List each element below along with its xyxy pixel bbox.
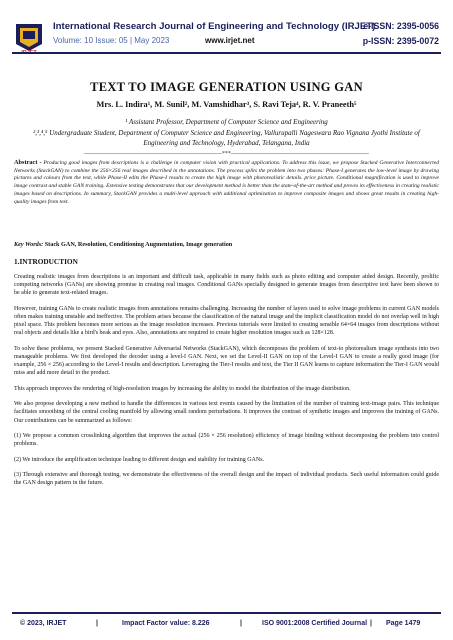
iso-certification: ISO 9001:2008 Certified Journal <box>262 620 368 627</box>
impact-factor: Impact Factor value: 8.226 <box>122 620 210 627</box>
header-rule <box>12 52 441 54</box>
journal-header <box>0 0 453 60</box>
paragraph: We also propose developing a new method to handle the differences in various text events caused by the limitation of the number of training text-image pairs. This technique facilitates smoothing of the central cooling manifold by allowing small random perturbations. It improves the contrast of synthetic images and improves the training of GANs. Our contributions can be summarized as follows: <box>14 401 439 424</box>
paper-title: TEXT TO IMAGE GENERATION USING GAN <box>90 80 363 94</box>
irjet-logo <box>12 20 46 54</box>
paragraph: (3) Through extensive and thorough testing, we demonstrate the effectiveness of the overall design and the impact of individual products. Such useful information could guide the GAN design pattern in the future. <box>14 471 439 487</box>
footer-separator: | <box>96 620 98 627</box>
copyright: © 2023, IRJET <box>20 620 67 627</box>
paragraph: (1) We propose a common crosslinking algorithm that improves the actual (256 × 256 resolution) efficiency of image binding without decomposing the problem into control problems. <box>14 432 439 448</box>
keywords <box>14 241 439 248</box>
separator: ---------------------------------------------------------------------***--------------------------------------------------------------------- <box>84 151 369 157</box>
authors: Mrs. L. Indira¹, M. Sunil², M. Vamshidhar³, S. Ravi Teja⁴, R. V. Praneeth⁵ <box>96 100 357 109</box>
pissn: p-ISSN: 2395-0072 <box>362 36 439 46</box>
section-heading: 1.INTRODUCTION <box>14 257 78 266</box>
paragraph: However, training GANs to create realistic images from annotations remains challenging. Increasing the number of layers used to solve image problems in current GAN models often makes training unstable and ineffective. The problem arises because the classification of the natural image and the implicit classification model do not overlap well in high pixel space. This problem becomes more serious as the image resolution increases. Previous tutorials were limited to creating sensible 64×64 images from descriptions without real objects and details like a bird's beak and eyes. Also, annotations are required to create higher resolution images such as 128×128. <box>14 305 439 337</box>
paragraph: To solve these problems, we present Stacked Generative Adversarial Networks (StackGAN), which decomposes the problem of text-to photorealism image synthesis into two manageable problems. We first developed the decoder using a level-I GAN. Next, we set the Level-II GAN on top of the Level-I GAN to create a really good image (for example, 256 × 256) according to the Level-I results and description. Leveraging the Tier-I results and text, the Tier II GAN learns to capture information the Tier-I GAN would miss and add more detail to the product. <box>14 345 439 377</box>
affiliation-1: ¹ Assistant Professor, Department of Computer Science and Engineering <box>125 118 328 126</box>
paragraph: (2) We introduce the amplification technique leading to different design and stability for training GANs. <box>14 456 265 463</box>
paragraph: Creating realistic images from descriptions is an important and difficult task, applicable in many fields such as photo editing and computer aided design. Recently, prolific competing networks (GANs) are showing promise in creating real images. Conditional GANs specially designed to generate images from descriptive text have been shown to be able to generate text-related images. <box>14 274 439 297</box>
footer-rule <box>12 612 441 614</box>
footer-separator: | <box>370 620 372 627</box>
paragraph: This approach improves the rendering of high-resolution images by increasing the ability to model the distribution of the image distribution. <box>14 385 351 392</box>
abstract-text: Producing good images from descriptions is a challenge in computer vision with practical applications. To address this issue, we propose Stacked Generative Interconnected Networks (StackGAN) to combine the 256×256 real images described in the annotations. The process splits the problem into two phases: Phase-I generates the low-level image by drawing pictures and colours from the text, while Phase-II edits the Phase-I results to create the high image with photorealistic details. price picture. Conditional magnification is used to improve image contrast and stable GAN training. Extensive testing demonstrates that our development method is better than the state-of-the-art method and proves its effectiveness in creating realistic images based on descriptions. In summary, StackGAN provides a multi-level approach with additional optimization to improve composite images and shows great results in creating high-quality images from text. <box>14 160 439 205</box>
affiliation-2: ²,³,⁴,⁵ Undergraduate Student, Department of Computer Science and Engineering, Vallurupalli Nageswara Rao Vignana Jyothi Institute of Engineering and Technology, Hyderabad, Telangana, India <box>33 129 420 147</box>
eissn: e-ISSN: 2395-0056 <box>363 21 439 31</box>
keywords-text: Stack GAN, Resolution, Conditioning Augmentation, Image generation <box>44 241 233 248</box>
keywords-label: Key Words: <box>14 241 44 248</box>
journal-name: International Research Journal of Engineering and Technology (IRJET) <box>53 21 376 32</box>
abstract-label: Abstract - <box>14 159 42 166</box>
abstract <box>14 159 439 206</box>
body-text <box>14 273 439 495</box>
volume-issue: Volume: 10 Issue: 05 | May 2023 <box>53 36 170 45</box>
footer-separator: | <box>240 620 242 627</box>
page-number: Page 1479 <box>386 620 421 627</box>
journal-website[interactable]: www.irjet.net <box>205 36 255 45</box>
